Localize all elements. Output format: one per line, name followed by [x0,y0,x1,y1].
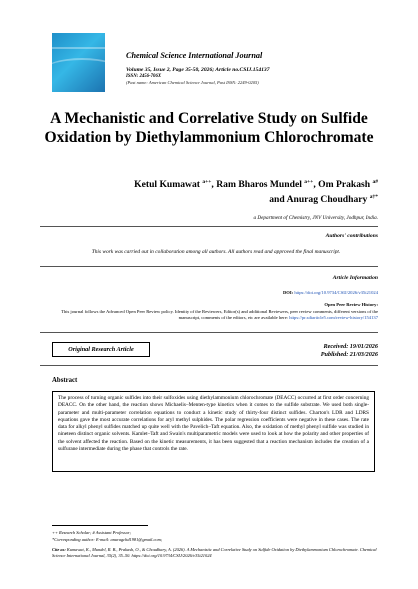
author-separator: , [313,179,319,190]
abstract-text: The process of turning organic sulfides into their sulfoxides using diethylammonium chlorochromate (DEACC) occurred at first order concerning DEACC. On the other hand, the reaction shows Michaelis–Menten-type kinetics when it comes to the sulfide substrate. We used both single-parameter and multi-parameter correlation equations to conduct a kinetic study of thirty-four distinct sulfides. Charton's LDR and LDRS equations gave the most accurate correlations for aryl methyl sulphides. The polar regression coefficients were negative in these cases. The rate data for alkyl phenyl sulfides matched up quite well with the Pavelich–Taft equation. Also, the oxidation of methyl phenyl sulfide was studied in nineteen distinct organic solvents. Kamlet–Taft and Swain's multiparametric models were used to look at how the polarity and other properties of the solvent affected the reaction. Based on the kinetic measurements, it has been suggested that a reaction mechanism includes the creation of a sulfurane intermediate during the phase that controls the rate. [52,391,375,472]
doi-label: DOI: [282,290,294,295]
author-sup: a++ [202,178,212,185]
author-name: Om Prakash [318,179,371,190]
citation-label: Cite as: [52,547,66,552]
published-date: Published: 21/03/2026 [320,351,378,358]
article-info-heading: Article Information [332,275,378,281]
author-sup: a# [372,178,378,185]
received-date: Received: 19/01/2026 [323,343,378,350]
review-history-heading: Open Peer Review History: [324,302,378,307]
footnote-roles: ++ Research Scholar; # Assistant Professor; [52,530,132,535]
divider [40,226,378,227]
contributions-text: This work was carried out in collaboration among all authors. All authors read and approved the final manuscript. [91,249,341,255]
doi-line [54,290,378,295]
cover-wave [52,58,105,86]
affiliation: a Department of Chemistry, JNV University, Jodhpur, India. [253,215,378,221]
contributions-heading: Authors' contributions [325,233,378,239]
divider [40,266,378,267]
former-name: (Past name: American Chemical Science Journal, Past ISSN: 2249-0205) [126,80,259,85]
divider [40,332,378,333]
author-separator: , [211,179,217,190]
author-sup: a†* [369,193,378,200]
citation-text: Kumawat, K., Mundel, R. B., Prakash, O., & Choudhary, A. (2026). A Mechanistic and Correlative Study on Sulfide Oxidation by Diethylammonium Chlorochromate. Chemical Science International Journal, 35(2), 35–50. https://doi.org/10.9734/CSIJ/2026/v35i21024 [52,547,377,558]
doi-link[interactable]: https://doi.org/10.9734/CSIJ/2026/v35i21024 [294,290,378,295]
journal-name: Chemical Science International Journal [126,51,263,60]
authors-line-1 [54,179,378,190]
cover-stripe [52,47,105,49]
paper-title: A Mechanistic and Correlative Study on Sulfide Oxidation by Diethylammonium Chlorochromate [44,110,374,146]
footnote-corresponding: *Corresponding author: E-mail: anuragchd1981@gmail.com; [52,537,163,542]
review-description: This journal follows the Advanced Open Peer Review policy. Identity of the Reviewers, Editor(s) and additional Reviewers, peer review comments, different versions of the manuscript, comments of the editors, etc are available here: [61,309,378,320]
author-separator: and [269,194,287,205]
volume-info: Volume 35, Issue 2, Page 35-50, 2026; Article no.CSIJ.154137 [126,67,270,73]
review-history-link[interactable]: https://pr.sdiarticle5.com/review-history/154137 [289,315,378,320]
authors-line-2 [54,194,378,205]
article-type-badge: Original Research Article [52,342,150,357]
journal-cover-image [52,33,105,92]
abstract-heading: Abstract [52,377,78,384]
author-name: Anurag Choudhary [286,194,368,205]
issn: ISSN: 2456-706X [126,74,162,79]
review-history-text [40,309,378,321]
divider [40,365,378,366]
author-name: Ram Bharos Mundel [216,179,302,190]
author-sup: a++ [304,178,314,185]
author-name: Ketul Kumawat [134,179,200,190]
citation [52,547,378,559]
footnote-divider [52,525,148,526]
